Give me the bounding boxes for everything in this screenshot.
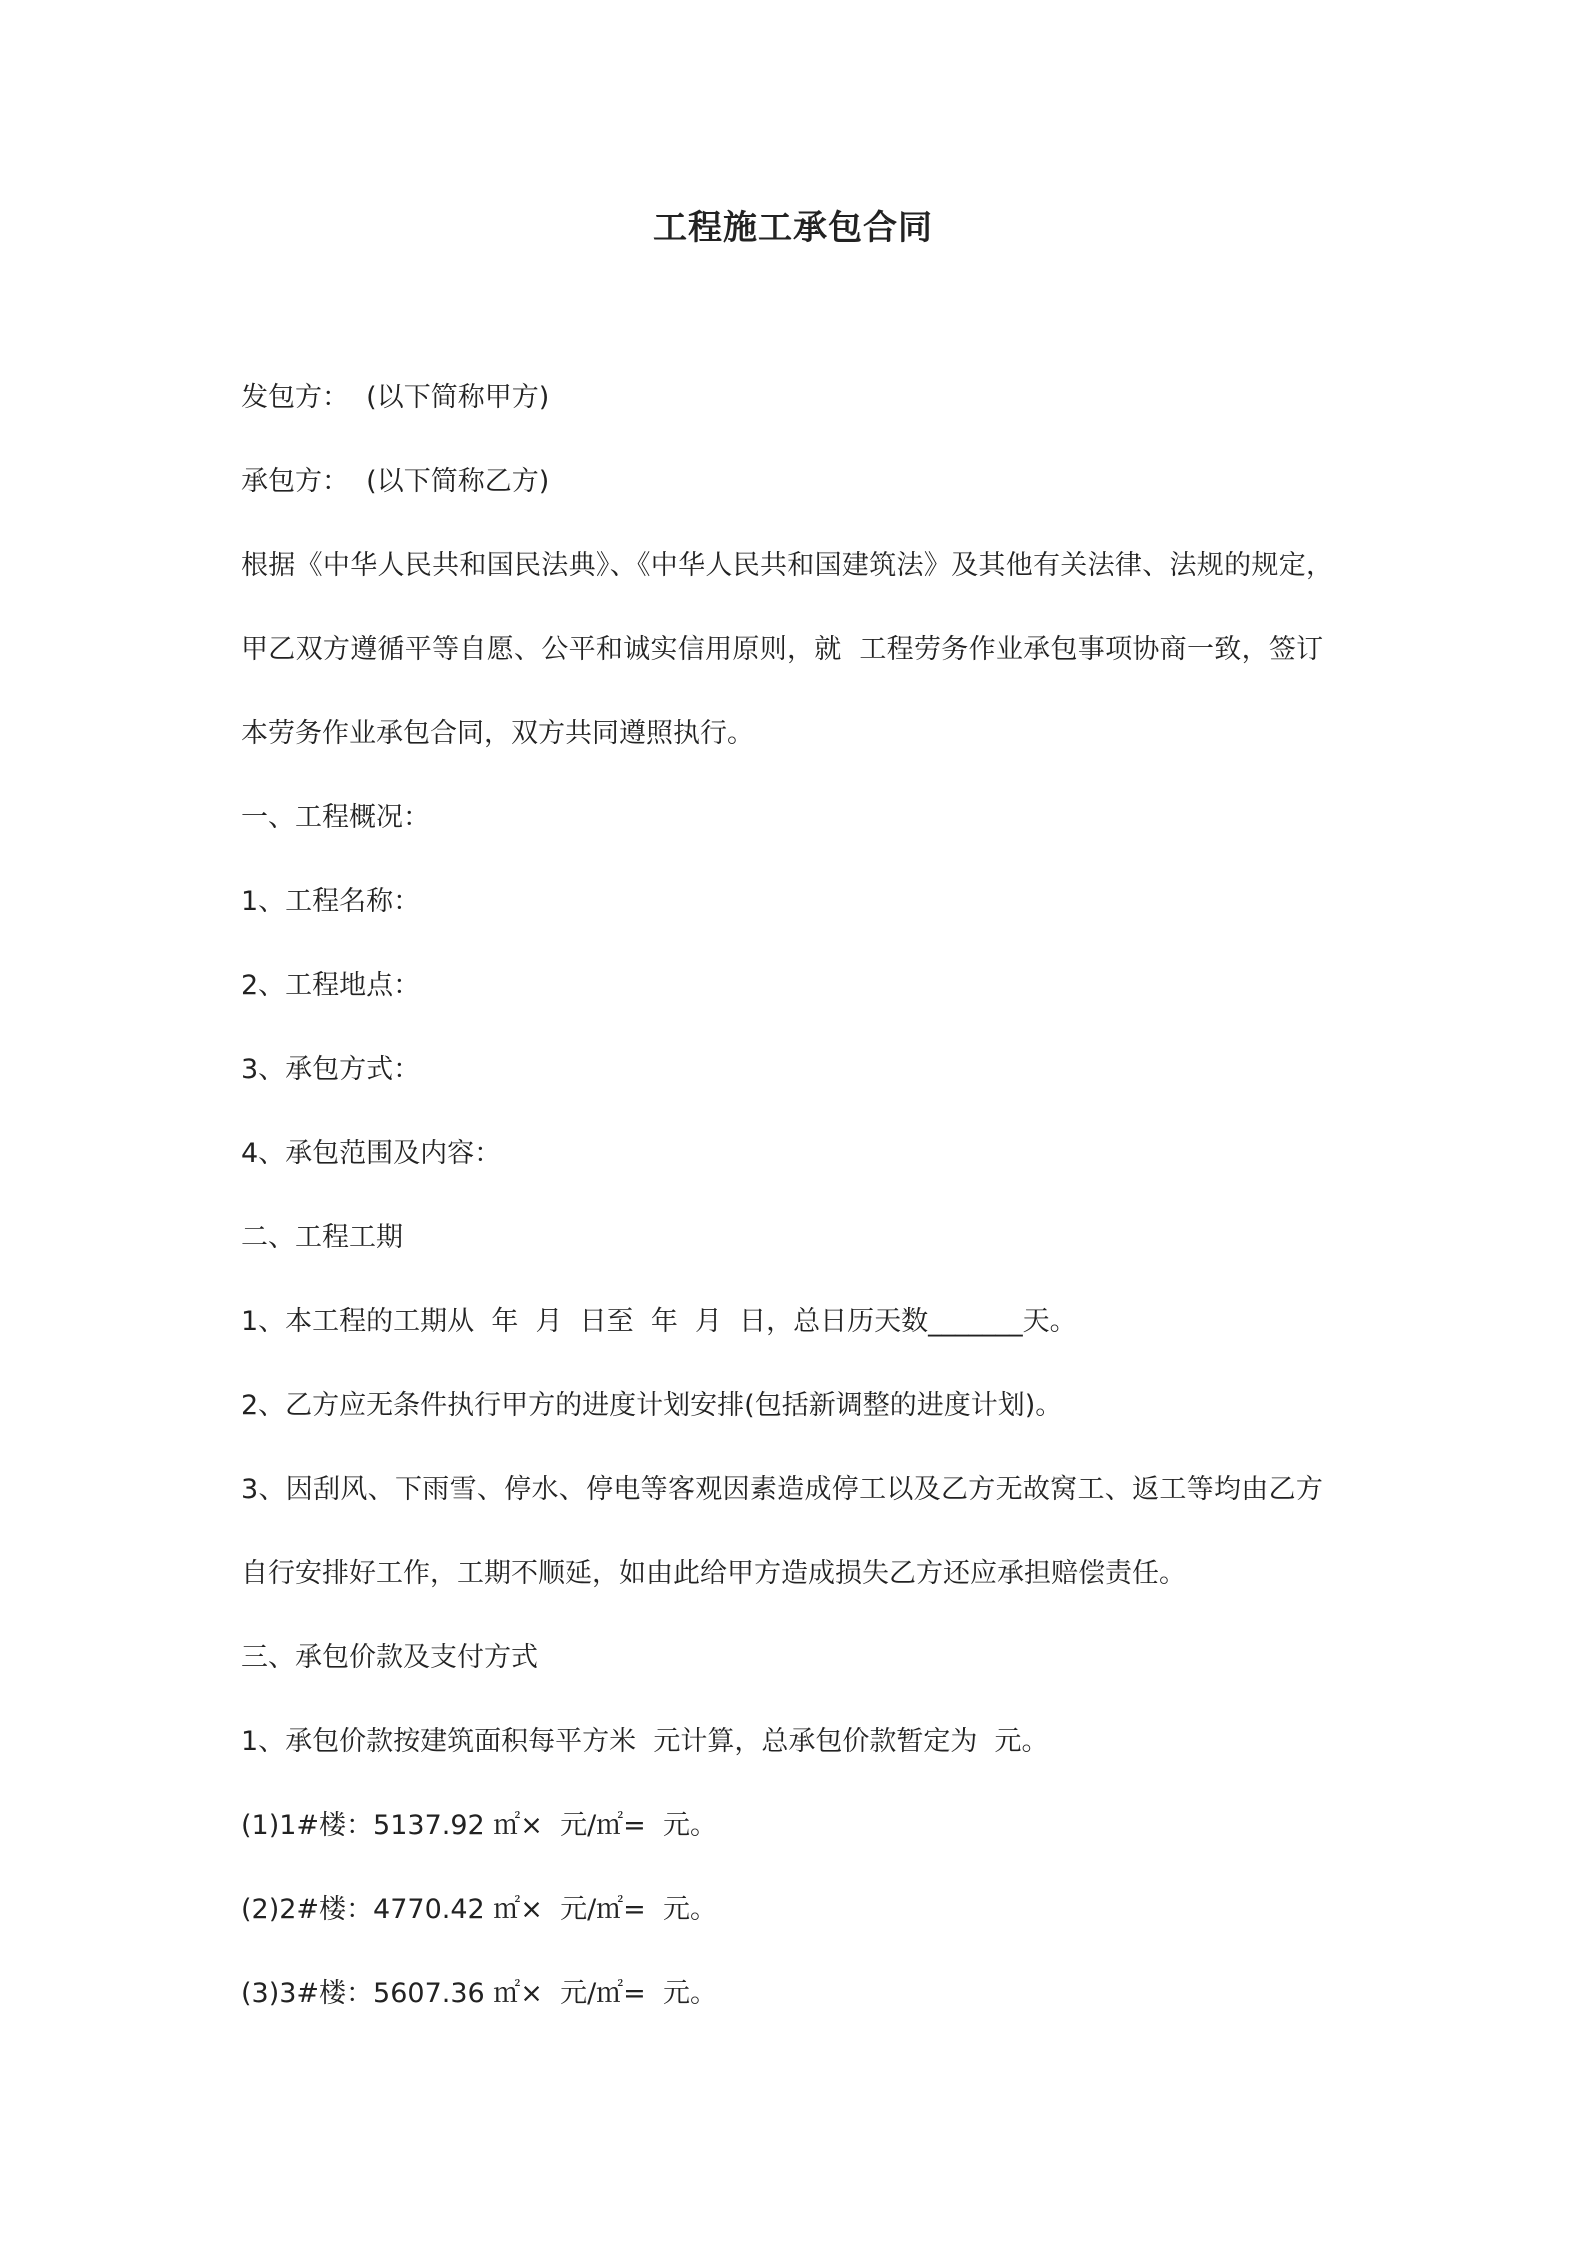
preamble-line-1: 根据《中华人民共和国民法典》、《中华人民共和国建筑法》及其他有关法律、法规的规定， [241,550,1334,581]
clause-price-building-1: (1)1#楼：5137.92 ㎡× 元/㎡= 元。 [241,1810,717,1841]
clause-project-name: 1、工程名称： [241,886,421,917]
clause-contract-scope: 4、承包范围及内容： [241,1138,502,1169]
party-a-line: 发包方： (以下简称甲方) [241,382,550,413]
clause-schedule-3-line-1: 3、因刮风、下雨雪、停水、停电等客观因素造成停工以及乙方无故窝工、返工等均由乙方 [241,1474,1324,1505]
document-title: 工程施工承包合同 [653,208,933,248]
clause-price-1: 1、承包价款按建筑面积每平方米 元计算，总承包价款暂定为 元。 [241,1726,1049,1757]
clause-contract-method: 3、承包方式： [241,1054,421,1085]
preamble-line-2: 甲乙双方遵循平等自愿、公平和诚实信用原则，就 工程劳务作业承包事项协商一致，签订 [241,634,1324,665]
clause-schedule-2: 2、乙方应无条件执行甲方的进度计划安排(包括新调整的进度计划)。 [241,1390,1063,1421]
preamble-line-3: 本劳务作业承包合同，双方共同遵照执行。 [241,718,754,749]
document-body [241,370,1361,2050]
party-b-line: 承包方： (以下简称乙方) [241,466,550,497]
clause-schedule-1: 1、本工程的工期从 年 月 日至 年 月 日，总日历天数_______天。 [241,1306,1077,1337]
section-heading-project-overview: 一、工程概况： [241,802,430,833]
clause-schedule-3-line-2: 自行安排好工作，工期不顺延，如由此给甲方造成损失乙方还应承担赔偿责任。 [241,1558,1186,1589]
clause-price-building-3: (3)3#楼：5607.36 ㎡× 元/㎡= 元。 [241,1978,717,2009]
section-heading-schedule: 二、工程工期 [241,1222,403,1253]
clause-price-building-2: (2)2#楼：4770.42 ㎡× 元/㎡= 元。 [241,1894,717,1925]
section-heading-price-payment: 三、承包价款及支付方式 [241,1642,538,1673]
clause-project-location: 2、工程地点： [241,970,421,1001]
